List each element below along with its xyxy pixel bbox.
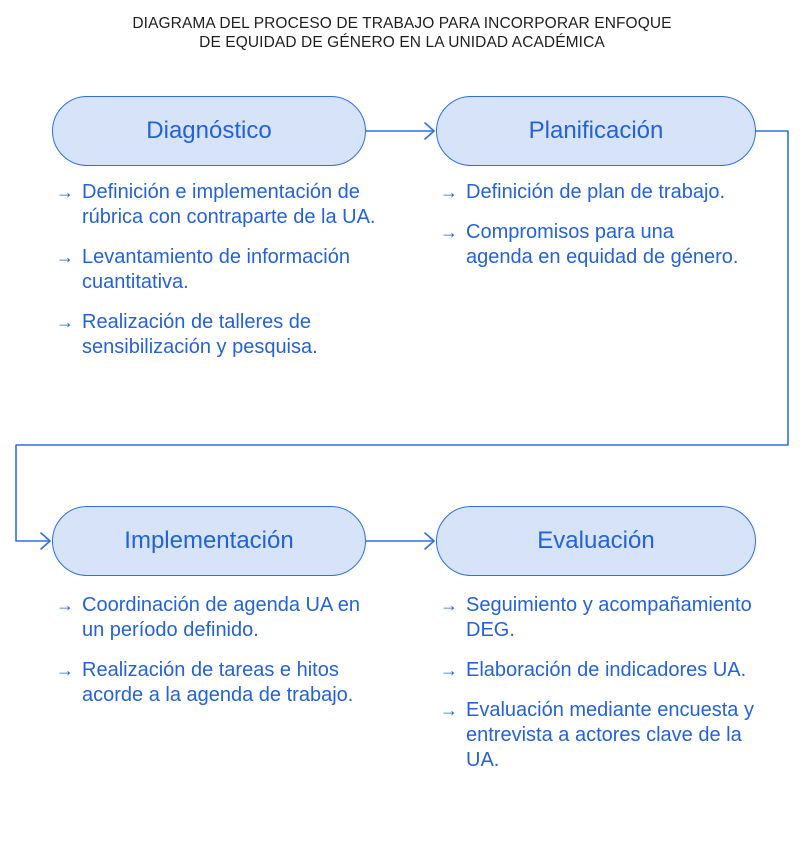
- diagram-title: [0, 14, 804, 52]
- list-item: [436, 698, 766, 773]
- phase-evaluacion-label: Evaluación: [537, 527, 655, 554]
- diagnostico-item-list: [52, 180, 382, 375]
- list-item: [436, 220, 746, 270]
- list-item-text: Seguimiento y acompañamiento DEG.: [466, 594, 752, 641]
- list-item: [436, 658, 766, 683]
- list-item: [52, 658, 382, 708]
- arrowhead-diag-to-plan: [425, 123, 434, 139]
- list-item-text: Levantamiento de información cuantitativa.: [82, 246, 350, 293]
- phase-diagnostico: [52, 96, 366, 166]
- list-item: [52, 245, 382, 295]
- list-item-text: Elaboración de indicadores UA.: [466, 659, 747, 681]
- arrow-right-icon: →: [56, 660, 74, 680]
- arrow-right-icon: →: [440, 595, 458, 615]
- list-item: [436, 180, 746, 205]
- arrow-right-icon: →: [56, 312, 74, 332]
- arrow-right-icon: →: [440, 222, 458, 242]
- phase-evaluacion: [436, 506, 756, 576]
- evaluacion-item-list: [436, 593, 766, 788]
- phase-implementacion: [52, 506, 366, 576]
- list-item-text: Realización de talleres de sensibilización y pesquisa.: [82, 311, 318, 358]
- list-item-text: Realización de tareas e hitos acorde a la agenda de trabajo.: [82, 659, 354, 706]
- list-item: [52, 310, 382, 360]
- list-item: [52, 593, 382, 643]
- phase-planificacion-label: Planificación: [528, 117, 664, 144]
- phase-planificacion: [436, 96, 756, 166]
- arrow-right-icon: →: [440, 700, 458, 720]
- list-item-text: Evaluación mediante encuesta y entrevista a actores clave de la UA.: [466, 699, 754, 771]
- implementacion-item-list: [52, 593, 382, 723]
- list-item-text: Definición e implementación de rúbrica con contraparte de la UA.: [82, 181, 376, 228]
- list-item-text: Compromisos para una agenda en equidad de género.: [466, 221, 739, 268]
- list-item: [52, 180, 382, 230]
- phase-implementacion-label: Implementación: [124, 527, 294, 554]
- planificacion-item-list: [436, 180, 746, 285]
- arrow-right-icon: →: [56, 595, 74, 615]
- diagram-title-line-2: DE EQUIDAD DE GÉNERO EN LA UNIDAD ACADÉMICA: [199, 34, 605, 51]
- arrow-right-icon: →: [440, 182, 458, 202]
- list-item-text: Definición de plan de trabajo.: [466, 181, 726, 203]
- list-item-text: Coordinación de agenda UA en un período definido.: [82, 594, 360, 641]
- arrowhead-plan-to-impl: [41, 533, 50, 549]
- list-item: [436, 593, 766, 643]
- arrowhead-impl-to-eval: [425, 533, 434, 549]
- arrow-right-icon: →: [56, 247, 74, 267]
- phase-diagnostico-label: Diagnóstico: [146, 117, 272, 144]
- arrow-right-icon: →: [440, 660, 458, 680]
- arrow-right-icon: →: [56, 182, 74, 202]
- diagram-title-line-1: DIAGRAMA DEL PROCESO DE TRABAJO PARA INCORPORAR ENFOQUE: [132, 15, 672, 32]
